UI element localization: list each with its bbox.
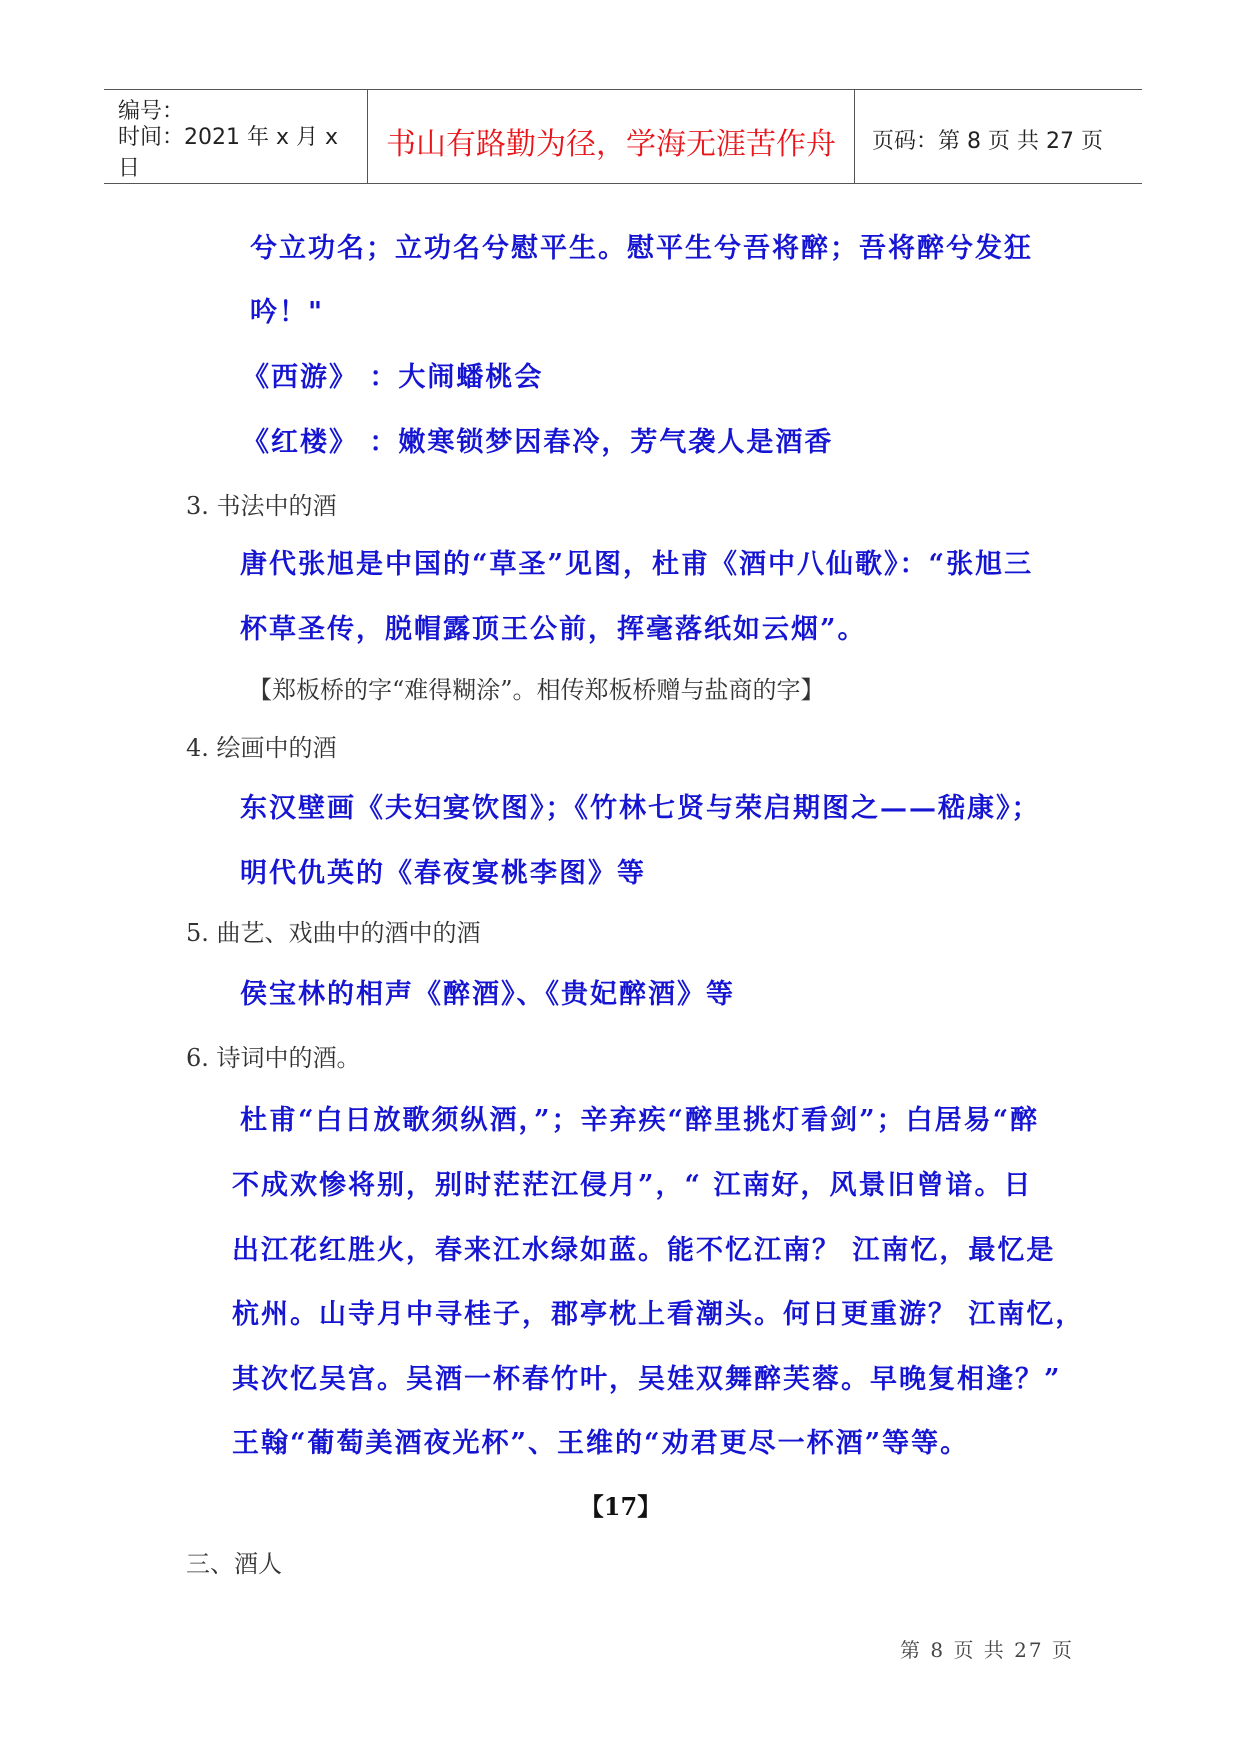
body-line: 兮立功名；立功名兮慰平生。慰平生兮吾将醉；吾将醉兮发狂: [250, 233, 1033, 264]
reference-marker: 【17】: [579, 1492, 662, 1521]
header-meta-cell: [104, 90, 366, 183]
body-line: 侯宝林的相声《醉酒》、《贵妃醉酒》等: [240, 979, 735, 1010]
header-page-cell: [854, 90, 1142, 183]
body-line: 东汉壁画《夫妇宴饮图》；《竹林七贤与荣启期图之——嵇康》；: [240, 793, 1041, 824]
body-line: 《西游》 ：大闹蟠桃会: [242, 362, 544, 393]
page-footer: 第 8 页 共 27 页: [900, 1638, 1074, 1662]
document-time-label: 时间：2021 年 x 月 x 日: [118, 125, 339, 181]
body-line: 其次忆吴宫。吴酒一杯春竹叶，吴娃双舞醉芙蓉。早晚复相逢？”: [232, 1364, 1062, 1395]
body-line: 出江花红胜火，春来江水绿如蓝。能不忆江南？ 江南忆，最忆是: [232, 1235, 1056, 1266]
header-table: [104, 89, 1142, 184]
document-number-label: 编号：: [118, 99, 185, 124]
header-motto-cell: [367, 90, 855, 183]
section-heading: 三、酒人: [186, 1550, 282, 1578]
body-line: 王翰“葡萄美酒夜光杯”、王维的“劝君更尽一杯酒”等等。: [232, 1428, 970, 1459]
section-heading: 6. 诗词中的酒。: [186, 1044, 361, 1072]
body-line: 不成欢惨将别，别时茫茫江侵月”，“ 江南好，风景旧曾谙。日: [232, 1170, 1033, 1201]
section-heading: 3. 书法中的酒: [186, 492, 337, 520]
note-line: 【郑板桥的字“难得糊涂”。相传郑板桥赠与盐商的字】: [248, 676, 825, 704]
section-heading: 5. 曲艺、戏曲中的酒中的酒: [186, 919, 481, 947]
section-heading: 4. 绘画中的酒: [186, 734, 337, 762]
header-motto: 书山有路勤为径，学海无涯苦作舟: [386, 127, 836, 162]
body-line: 《红楼》 ：嫩寒锁梦因春冷，芳气袭人是酒香: [242, 427, 834, 458]
body-line: 唐代张旭是中国的“草圣”见图，杜甫《酒中八仙歌》：“张旭三: [240, 549, 1034, 580]
header-page-info: 页码：第 8 页 共 27 页: [872, 129, 1103, 154]
body-line: 杯草圣传，脱帽露顶王公前，挥毫落纸如云烟”。: [240, 614, 867, 645]
body-line: 明代仇英的《春夜宴桃李图》等: [240, 858, 646, 889]
body-line: 吟！": [250, 297, 325, 328]
body-line: 杭州。山寺月中寻桂子，郡亭枕上看潮头。何日更重游？ 江南忆，: [232, 1299, 1085, 1330]
body-line: 杜甫“白日放歌须纵酒，”；辛弃疾“醉里挑灯看剑”；白居易“醉: [240, 1105, 1040, 1136]
